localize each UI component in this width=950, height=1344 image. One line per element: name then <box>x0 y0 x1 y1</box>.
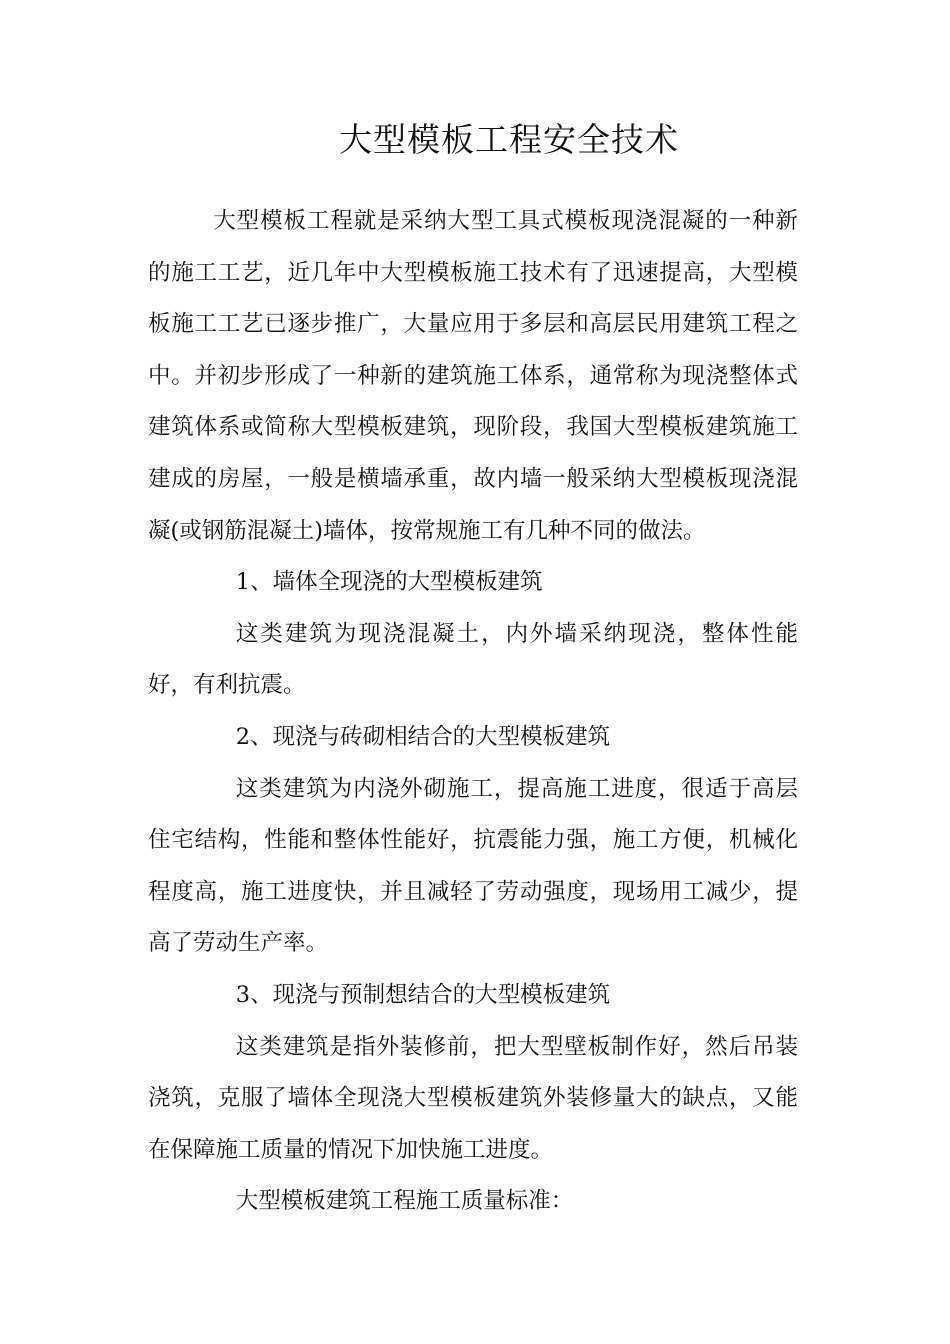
section-heading-2: 2、现浇与砖砌相结合的大型模板建筑 <box>235 723 611 750</box>
document-body <box>148 196 798 1228</box>
section-heading-1: 1、墙体全现浇的大型模板建筑 <box>235 569 543 596</box>
section-paragraph-1: 这类建筑为现浇混凝土，内外墙采纳现浇，整体性能好，有利抗震。 <box>148 620 798 699</box>
quality-standard-heading: 大型模板建筑工程施工质量标准： <box>235 1188 574 1215</box>
section-paragraph-3: 这类建筑是指外装修前，把大型壁板制作好，然后吊装浇筑，克服了墙体全现浇大型模板建筑外装修量大的缺点，又能在保障施工质量的情况下加快施工进度。 <box>148 1033 798 1163</box>
intro-paragraph: 大型模板工程就是采纳大型工具式模板现浇混凝的一种新的施工工艺，近几年中大型模板施工技术有了迅速提高，大型模板施工工艺已逐步推广，大量应用于多层和高层民用建筑工程之中。并初步形成了一种新的建筑施工体系，通常称为现浇整体式建筑体系或简称大型模板建筑，现阶段，我国大型模板建筑施工建成的房屋，一般是横墙承重，故内墙一般采纳大型模板现浇混凝(或钢筋混凝土)墙体，按常规施工有几种不同的做法。 <box>148 208 798 544</box>
document-title: 大型模板工程安全技术 <box>339 120 679 159</box>
section-heading-3: 3、现浇与预制想结合的大型模板建筑 <box>235 981 611 1008</box>
section-paragraph-2: 这类建筑为内浇外砌施工，提高施工进度，很适于高层住宅结构，性能和整体性能好，抗震能力强，施工方便，机械化程度高，施工进度快，并且减轻了劳动强度，现场用工减少，提高了劳动生产率。 <box>148 775 798 957</box>
